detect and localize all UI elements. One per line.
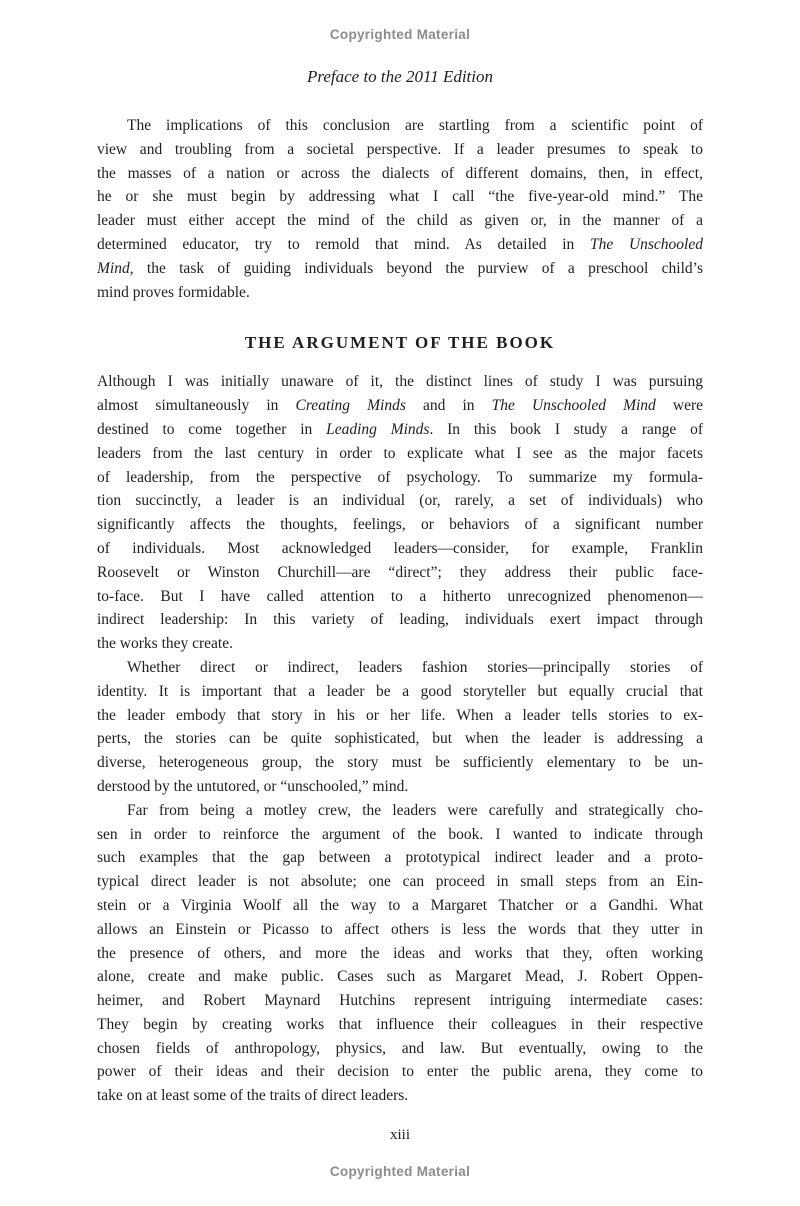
text-line: view and troubling from a societal perspective. If a leader presumes to speak to <box>97 140 703 158</box>
page-body <box>97 114 703 1108</box>
text-line: determined educator, try to remold that mind. As detailed in The Unschooled <box>97 235 703 253</box>
section-heading: THE ARGUMENT OF THE BOOK <box>244 333 556 353</box>
text-line: to-face. But I have called attention to a hitherto unrecognized phenomenon— <box>97 587 703 605</box>
text-line: mind proves formidable. <box>97 283 250 301</box>
paragraph <box>97 114 703 304</box>
text-line: sen in order to reinforce the argument of the book. I wanted to indicate through <box>97 825 703 843</box>
text-line: Far from being a motley crew, the leaders were carefully and strategically cho- <box>127 801 703 819</box>
running-head: Preface to the 2011 Edition <box>306 67 493 86</box>
text-line: Roosevelt or Winston Churchill—are “direct”; they address their public face- <box>97 563 703 581</box>
text-line: take on at least some of the traits of direct leaders. <box>97 1087 409 1105</box>
text-line: the leader embody that story in his or her life. When a leader tells stories to ex- <box>97 706 703 724</box>
text-line: leader must either accept the mind of the child as given or, in the manner of a <box>97 212 703 230</box>
text-line: significantly affects the thoughts, feelings, or behaviors of a significant number <box>97 516 703 534</box>
text-line: power of their ideas and their decision to enter the public arena, they come to <box>97 1063 703 1081</box>
text-line: They begin by creating works that influence their colleagues in their respective <box>97 1015 703 1033</box>
text-line: almost simultaneously in Creating Minds and in The Unschooled Mind were <box>97 397 703 415</box>
text-line: leaders from the last century in order to explicate what I see as the major facets <box>97 444 703 462</box>
text-line: perts, the stories can be quite sophisticated, but when the leader is addressing a <box>97 730 703 748</box>
text-line: the presence of others, and more the ideas and works that they, often working <box>97 944 703 962</box>
text-line: Mind, the task of guiding individuals beyond the purview of a preschool child’s <box>97 259 703 277</box>
text-line: such examples that the gap between a prototypical indirect leader and a proto- <box>97 849 703 867</box>
text-line: alone, create and make public. Cases such as Margaret Mead, J. Robert Oppen- <box>97 968 703 986</box>
text-line: identity. It is important that a leader be a good storyteller but equally crucial that <box>97 682 703 700</box>
text-line: tion succinctly, a leader is an individual (or, rarely, a set of individuals) who <box>97 492 703 510</box>
paragraph <box>97 656 703 799</box>
text-line: stein or a Virginia Woolf all the way to a Margaret Thatcher or a Gandhi. What <box>97 896 703 914</box>
text-line: derstood by the untutored, or “unschooled,” mind. <box>97 777 409 795</box>
text-line: allows an Einstein or Picasso to affect others is less the words that they utter in <box>97 920 703 938</box>
text-line: indirect leadership: In this variety of leading, individuals exert impact through <box>97 611 703 629</box>
text-line: destined to come together in Leading Minds. In this book I study a range of <box>97 420 703 438</box>
copyright-notice-top: Copyrighted Material <box>329 27 471 42</box>
text-line: The implications of this conclusion are startling from a scientific point of <box>127 117 703 134</box>
text-line: Whether direct or indirect, leaders fashion stories—principally stories of <box>127 658 703 676</box>
text-line: of individuals. Most acknowledged leaders—consider, for example, Franklin <box>97 539 703 557</box>
text-line: diverse, heterogeneous group, the story must be sufficiently elementary to be un- <box>97 754 703 772</box>
text-line: the masses of a nation or across the dialects of different domains, then, in effect, <box>97 164 703 182</box>
copyright-notice-bottom: Copyrighted Material <box>329 1164 471 1180</box>
paragraph <box>97 799 703 1108</box>
text-line: the works they create. <box>97 635 233 653</box>
text-line: he or she must begin by addressing what I call “the five-year-old mind.” The <box>97 188 703 206</box>
text-line: of leadership, from the perspective of psychology. To summarize my formula- <box>97 468 703 486</box>
text-line: typical direct leader is not absolute; one can proceed in small steps from an Ein- <box>97 873 703 891</box>
text-line: Although I was initially unaware of it, the distinct lines of study I was pursuing <box>97 373 703 391</box>
page-number: xiii <box>389 1127 410 1144</box>
paragraph <box>97 370 703 656</box>
text-line: heimer, and Robert Maynard Hutchins represent intriguing intermediate cases: <box>97 992 703 1010</box>
text-line: chosen fields of anthropology, physics, and law. But eventually, owing to the <box>97 1039 703 1057</box>
